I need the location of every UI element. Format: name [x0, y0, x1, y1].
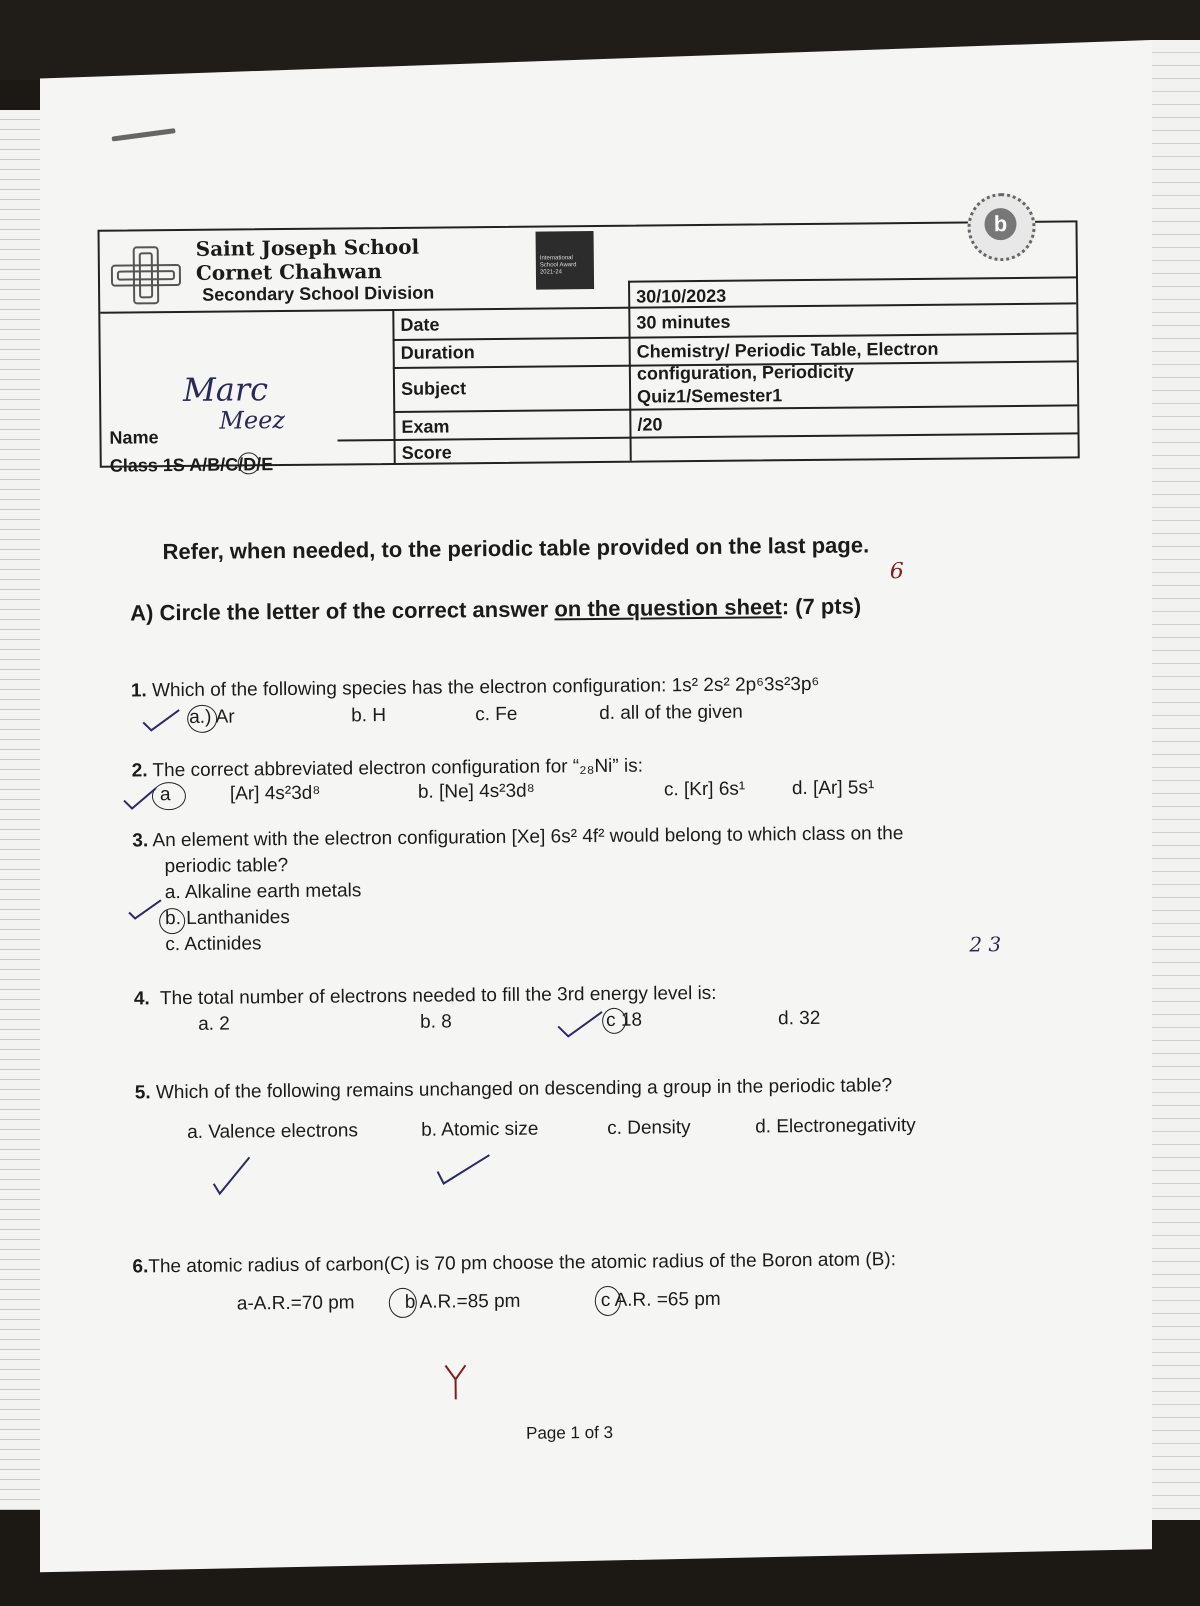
q6-option-b: b A.R.=85 pm: [404, 1290, 521, 1313]
pencil-mark: [112, 128, 176, 141]
q1-option-b: b. H: [351, 705, 387, 727]
q4-option-c: c 18: [606, 1009, 643, 1031]
q1-answer-circle: [187, 705, 217, 733]
school-stamp: [967, 193, 1036, 262]
exam-value: Quiz1/Semester1: [637, 385, 783, 407]
q4-option-a: a. 2: [198, 1013, 230, 1035]
q6-option-a: a-A.R.=70 pm: [236, 1292, 355, 1315]
name-label: Name: [109, 427, 159, 448]
check-mark-icon: [125, 896, 165, 920]
question-4: 4. The total number of electrons needed to fill the 3rd energy level is:: [133, 982, 717, 1010]
q1-option-a: a.) Ar: [189, 706, 235, 728]
duration-label: Duration: [400, 342, 475, 363]
question-1: 1. Which of the following species has the electron configuration: 1s² 2s² 2p⁶3s²3p⁶: [130, 673, 820, 702]
question-6: 6.The atomic radius of carbon(C) is 70 pm choose the atomic radius of the Boron atom (B):: [132, 1249, 897, 1278]
q2-option-c: c. [Kr] 6s¹: [663, 778, 746, 801]
class-circle-mark: [238, 452, 260, 474]
question-2: 2. The correct abbreviated electron configuration for “₂₈Ni” is:: [131, 755, 644, 782]
q3-option-b: b. Lanthanides: [165, 906, 290, 930]
award-badge: International School Award 2021-24: [536, 231, 595, 290]
date-label: Date: [400, 314, 440, 335]
score-value: /20: [637, 414, 663, 435]
class-label: Class 1S A/B/C/D/E: [109, 454, 274, 476]
student-name-last: Meez: [219, 406, 286, 435]
question-3-cont: periodic table?: [164, 854, 289, 878]
subject-label: Subject: [400, 378, 467, 399]
duration-value: 30 minutes: [636, 311, 731, 333]
score-label: Score: [401, 442, 452, 463]
q6-circle-c: [595, 1286, 621, 1316]
q5-option-d: d. Electronegativity: [755, 1114, 916, 1138]
q4-option-b: b. 8: [420, 1011, 452, 1033]
q2-option-a-value: [Ar] 4s²3d⁸: [229, 782, 321, 805]
school-division: Secondary School Division: [202, 282, 435, 305]
q5-option-c: c. Density: [607, 1117, 691, 1139]
margin-note: 2 3: [969, 932, 1002, 957]
q4-option-d: d. 32: [778, 1007, 821, 1030]
check-mark-icon: [209, 1153, 253, 1197]
q3-option-c: c. Actinides: [165, 933, 262, 956]
q1-option-c: c. Fe: [475, 703, 518, 726]
school-name: Saint Joseph School Cornet Chahwan: [195, 234, 420, 285]
q5-option-b: b. Atomic size: [421, 1118, 539, 1141]
q2-option-d: d. [Ar] 5s¹: [791, 777, 875, 800]
check-mark-icon: [554, 1008, 606, 1038]
page-number: Page 1 of 3: [525, 1422, 614, 1443]
question-5: 5. Which of the following remains unchanged on descending a group in the periodic table?: [134, 1075, 893, 1104]
q3-option-a: a. Alkaline earth metals: [164, 880, 362, 904]
q6-option-c: c A.R. =65 pm: [600, 1288, 721, 1312]
section-a-title: A) Circle the letter of the correct answer on the question sheet: (7 pts): [130, 593, 862, 626]
check-mark-icon: [120, 786, 160, 810]
exam-label: Exam: [401, 416, 450, 437]
q6-circle-b: [389, 1288, 417, 1318]
date-value: 30/10/2023: [636, 285, 727, 307]
q2-option-b: b. [Ne] 4s²3d⁸: [417, 780, 535, 803]
handwritten-score: 6: [889, 559, 904, 585]
q5-option-a: a. Valence electrons: [187, 1120, 359, 1143]
q1-option-d: d. all of the given: [599, 701, 743, 725]
cross-mark-icon: [441, 1361, 471, 1401]
question-3: 3. An element with the electron configuration [Xe] 6s² 4f² would belong to which class on the: [132, 823, 904, 852]
check-mark-icon: [433, 1151, 493, 1188]
header-table: [98, 211, 1080, 476]
student-name-first: Marc: [182, 370, 269, 409]
divider: [628, 276, 1076, 282]
check-mark-icon: [139, 708, 183, 732]
q2-option-a: a: [159, 784, 171, 806]
school-logo-icon: [110, 245, 183, 306]
subject-value: Chemistry/ Periodic Table, Electron configuration, Periodicity: [636, 338, 939, 384]
instruction-text: Refer, when needed, to the periodic table provided on the last page.: [162, 532, 870, 565]
stamp-letter: b: [984, 208, 1016, 240]
